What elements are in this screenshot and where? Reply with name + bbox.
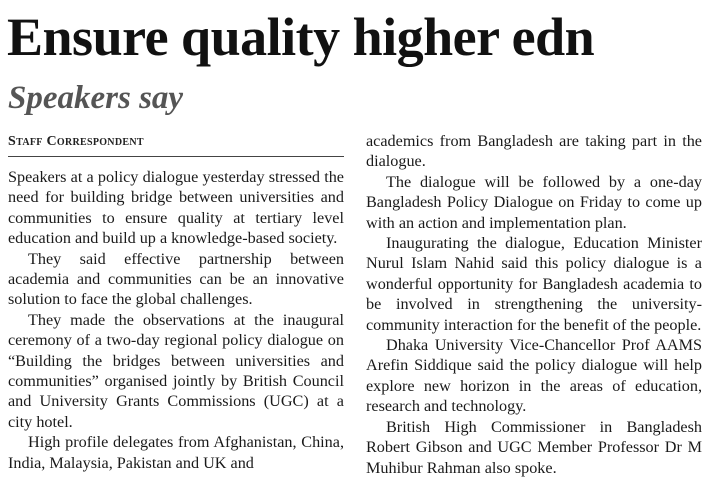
paragraph-continued: academics from Bangladesh are taking part in the dialogue. [366,132,702,171]
subheadline: Speakers say [8,80,184,116]
paragraph: They said effective partnership between academia and communities can be an innovative solution to face the global challenges. [8,249,344,309]
article-column-left [8,167,344,473]
article-column-right [366,131,702,478]
paragraph: Inaugurating the dialogue, Education Minister Nurul Islam Nahid said this policy dialogue is a wonderful opportunity for Bangladesh academia to be involved in strengthening the university-community interaction for the benefit of the people. [366,234,702,334]
byline: Staff Correspondent [8,134,144,149]
paragraph: Dhaka University Vice-Chancellor Prof AAMS Arefin Siddique said the policy dialogue will help explore new horizon in the areas of education, research and technology. [366,336,702,416]
paragraph: High profile delegates from Afghanistan, China, India, Malaysia, Pakistan and UK and [8,433,344,472]
headline: Ensure quality higher edn [7,7,595,67]
byline-divider [8,156,344,157]
paragraph: Speakers at a policy dialogue yesterday stressed the need for building bridge between universities and communities to ensure quality at tertiary level education and build up a knowledge-based society. [8,168,344,248]
paragraph: The dialogue will be followed by a one-day Bangladesh Policy Dialogue on Friday to come up with an action and implementation plan. [366,172,702,232]
paragraph: British High Commissioner in Bangladesh Robert Gibson and UGC Member Professor Dr M Muhibur Rahman also spoke. [366,417,702,477]
paragraph: They made the observations at the inaugural ceremony of a two-day regional policy dialogue on “Building the bridges between universities and communities” organised jointly by British Council and University Grants Commissions (UGC) at a city hotel. [8,310,344,431]
